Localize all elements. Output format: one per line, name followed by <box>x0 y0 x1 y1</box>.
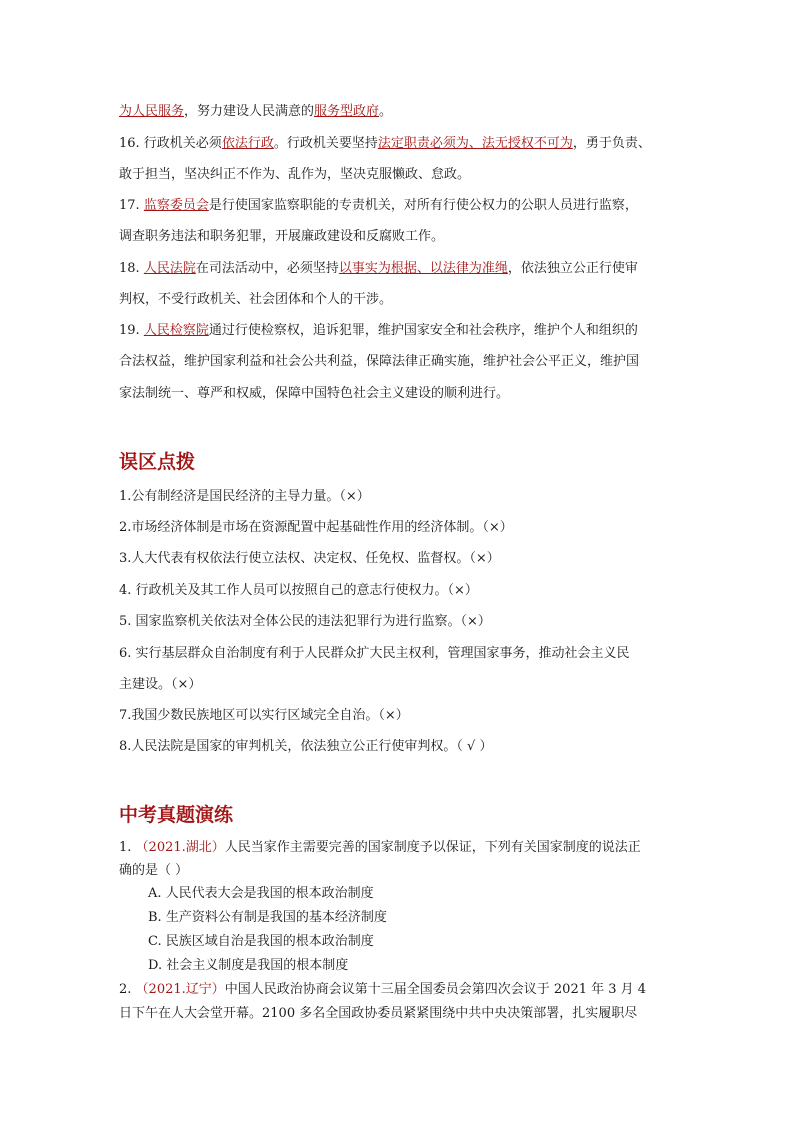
item-18-line-1 <box>119 261 638 277</box>
keyword: 法定职责必须为、法无授权不可为 <box>377 136 573 151</box>
misconception-item: 8.人民法院是国家的审判机关，依法独立公正行使审判权。（ √ ） <box>119 739 493 754</box>
keyword: 监察委员会 <box>143 198 209 213</box>
misconception-item: 5. 国家监察机关依法对全体公民的违法犯罪行为进行监察。（×） <box>119 614 491 629</box>
text: 。 <box>379 104 393 119</box>
keyword: 依法行政 <box>221 136 274 151</box>
text: 18. <box>119 261 144 276</box>
text: ，勇于负责、 <box>572 136 651 151</box>
text: ，依法独立公正行使审 <box>507 261 638 276</box>
item-16-line-2: 敢于担当，坚决纠正不作为、乱作为，坚决克服懒政、怠政。 <box>119 167 471 182</box>
option-b: B. 生产资料公有制是我国的基本经济制度 <box>148 910 387 925</box>
misconception-item: 2.市场经济体制是市场在资源配置中起基础性作用的经济体制。（×） <box>119 520 513 535</box>
item-17-line-2: 调查职务违法和职务犯罪，开展廉政建设和反腐败工作。 <box>119 229 445 244</box>
option-a: A. 人民代表大会是我国的根本政治制度 <box>148 886 374 901</box>
exam-heading: 中考真题演练 <box>119 804 234 826</box>
question-source: （2021.湖北） <box>135 840 225 855</box>
question-text: 中国人民政治协商会议第十三届全国委员会第四次会议于 2021 年 3 月 4 <box>224 982 647 997</box>
item-19-line-1 <box>119 323 638 339</box>
text: 是行使国家监察职能的专责机关，对所有行使公权力的公职人员进行监察， <box>208 198 638 213</box>
keyword: 人民法院 <box>143 261 196 276</box>
misconception-item: 7.我国少数民族地区可以实行区域完全自治。（×） <box>119 708 409 723</box>
question-source: （2021.辽宁） <box>135 982 225 997</box>
option-d: D. 社会主义制度是我国的根本制度 <box>148 958 349 973</box>
keyword: 服务型政府 <box>314 104 380 119</box>
keyword: 以事实为根据、以法律为准绳 <box>338 261 508 276</box>
question-1-line-2: 确的是（ ） <box>119 863 189 878</box>
question-text: 人民当家作主需要完善的国家制度予以保证，下列有关国家制度的说法正 <box>224 840 641 855</box>
item-17-line-1 <box>119 198 638 214</box>
text: 19. <box>119 323 144 338</box>
keyword: 为人民服务 <box>119 104 185 119</box>
misconception-item: 4. 行政机关及其工作人员可以按照自己的意志行使权力。（×） <box>119 583 478 598</box>
question-number: 2. <box>119 982 136 997</box>
misconceptions-heading: 误区点拨 <box>119 451 196 473</box>
question-1-line-1 <box>119 840 641 856</box>
question-2-line-2: 日下午在人大会堂开幕。2100 多名全国政协委员紧紧围绕中共中央决策部署，扎实履职尽 <box>119 1006 638 1021</box>
misconception-item: 3.人大代表有权依法行使立法权、决定权、任免权、监督权。（×） <box>119 551 500 566</box>
text: ，努力建设人民满意的 <box>184 104 315 119</box>
item-19-line-3: 家法制统一、尊严和权威，保障中国特色社会主义建设的顺利进行。 <box>119 386 510 401</box>
item-18-line-2: 判权，不受行政机关、社会团体和个人的干涉。 <box>119 292 393 307</box>
option-c: C. 民族区域自治是我国的根本政治制度 <box>148 934 374 949</box>
item-16-line-1 <box>119 136 651 152</box>
misconception-item-cont: 主建设。（×） <box>119 677 202 692</box>
item-15-tail <box>119 104 392 120</box>
text: 在司法活动中，必须坚持 <box>195 261 339 276</box>
text: 16. 行政机关必须 <box>119 136 222 151</box>
text: 通过行使检察权，追诉犯罪，维护国家安全和社会秩序，维护个人和组织的 <box>208 323 638 338</box>
question-2-line-1 <box>119 982 646 998</box>
text: 。行政机关要坚持 <box>273 136 378 151</box>
keyword: 人民检察院 <box>143 323 209 338</box>
text: 17. <box>119 198 144 213</box>
item-19-line-2: 合法权益，维护国家利益和社会公共利益，保障法律正确实施，维护社会公平正义，维护国 <box>119 354 640 369</box>
question-number: 1. <box>119 840 136 855</box>
misconception-item: 6. 实行基层群众自治制度有利于人民群众扩大民主权利，管理国家事务，推动社会主义民 <box>119 646 630 661</box>
misconception-item: 1.公有制经济是国民经济的主导力量。（×） <box>119 489 370 504</box>
